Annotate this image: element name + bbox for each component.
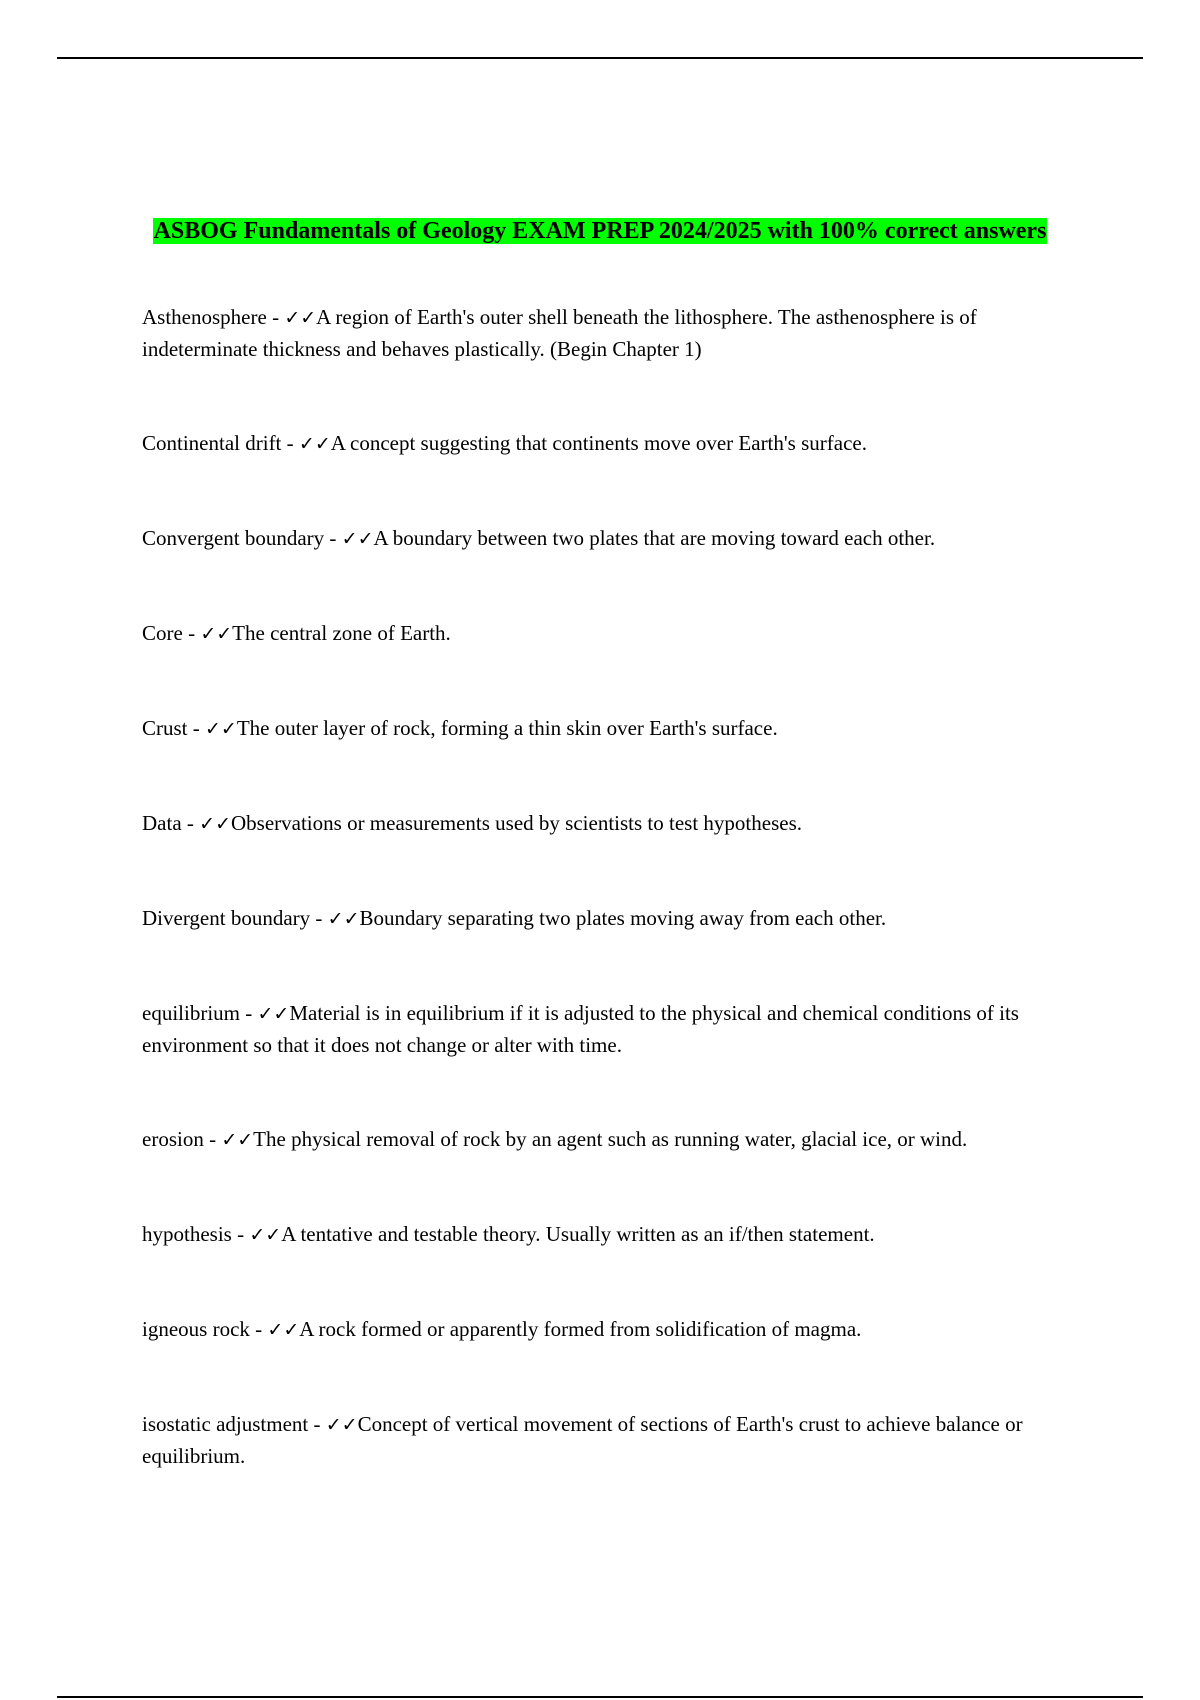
double-check-icon: ✓✓ (257, 1003, 290, 1025)
entry-separator: - (281, 431, 299, 455)
entry-term: Core (142, 621, 183, 645)
glossary-entry (142, 1219, 1072, 1251)
entry-term: hypothesis (142, 1222, 232, 1246)
double-check-icon: ✓✓ (199, 813, 231, 835)
glossary-entry (142, 302, 1072, 365)
entry-term: Convergent boundary (142, 526, 325, 550)
double-check-icon: ✓✓ (267, 1319, 300, 1341)
entry-separator: - (308, 1412, 326, 1436)
entry-term: Continental drift (142, 431, 282, 455)
double-check-icon: ✓✓ (327, 908, 360, 930)
entry-definition: Material is in equilibrium if it is adjusted to the physical and chemical conditions of its environment so that it does not change or alter with time. (142, 1001, 1019, 1057)
glossary-entry (142, 808, 1072, 840)
entry-definition: A region of Earth's outer shell beneath the lithosphere. The asthenosphere is of indeterminate thickness and behaves plastically. (Begin Chapter 1) (142, 305, 977, 361)
entry-definition: A boundary between two plates that are moving toward each other. (373, 526, 936, 550)
entry-term: Asthenosphere (142, 305, 267, 329)
entry-separator: - (249, 1317, 268, 1341)
glossary-entry (142, 713, 1072, 745)
glossary-entry (142, 428, 1072, 460)
entry-definition: The physical removal of rock by an agent such as running water, glacial ice, or wind. (253, 1127, 968, 1151)
entry-definition: The outer layer of rock, forming a thin skin over Earth's surface. (236, 716, 778, 740)
double-check-icon: ✓✓ (325, 1414, 358, 1436)
entry-separator: - (310, 906, 328, 930)
entry-definition: Concept of vertical movement of sections of Earth's crust to achieve balance or equilibrium. (142, 1412, 1023, 1468)
glossary-list (142, 302, 1072, 1472)
double-check-icon: ✓✓ (221, 1129, 254, 1151)
entry-term: Crust (142, 716, 188, 740)
entry-separator: - (240, 1001, 258, 1025)
double-check-icon: ✓✓ (284, 307, 317, 329)
glossary-entry (142, 523, 1072, 555)
entry-term: equilibrium (142, 1001, 240, 1025)
entry-term: Divergent boundary (142, 906, 311, 930)
document-title (120, 214, 1080, 248)
entry-term: Data (142, 811, 182, 835)
double-check-icon: ✓✓ (205, 718, 237, 740)
double-check-icon: ✓✓ (298, 433, 331, 455)
entry-separator: - (203, 1127, 222, 1151)
double-check-icon: ✓✓ (200, 623, 233, 645)
entry-definition: A concept suggesting that continents move over Earth's surface. (330, 431, 867, 455)
entry-term: isostatic adjustment (142, 1412, 309, 1436)
entry-separator: - (266, 305, 285, 329)
entry-separator: - (187, 716, 206, 740)
entry-definition: Observations or measurements used by scientists to test hypotheses. (231, 811, 802, 835)
entry-separator: - (181, 811, 200, 835)
double-check-icon: ✓✓ (249, 1224, 282, 1246)
entry-term: erosion (142, 1127, 204, 1151)
glossary-entry (142, 1314, 1072, 1346)
entry-definition: The central zone of Earth. (232, 621, 451, 645)
entry-definition: Boundary separating two plates moving away from each other. (359, 906, 887, 930)
glossary-entry (142, 1409, 1072, 1472)
entry-definition: A rock formed or apparently formed from solidification of magma. (299, 1317, 862, 1341)
title-highlight: ASBOG Fundamentals of Geology EXAM PREP 2024/2025 with 100% correct answers (153, 218, 1047, 244)
entry-separator: - (324, 526, 342, 550)
bottom-rule (57, 1696, 1143, 1698)
entry-separator: - (231, 1222, 250, 1246)
top-rule (57, 57, 1143, 59)
glossary-entry (142, 618, 1072, 650)
entry-definition: A tentative and testable theory. Usually written as an if/then statement. (281, 1222, 875, 1246)
glossary-entry (142, 998, 1072, 1061)
entry-term: igneous rock (142, 1317, 250, 1341)
entry-separator: - (182, 621, 201, 645)
glossary-entry (142, 1124, 1072, 1156)
glossary-entry (142, 903, 1072, 935)
double-check-icon: ✓✓ (341, 528, 374, 550)
